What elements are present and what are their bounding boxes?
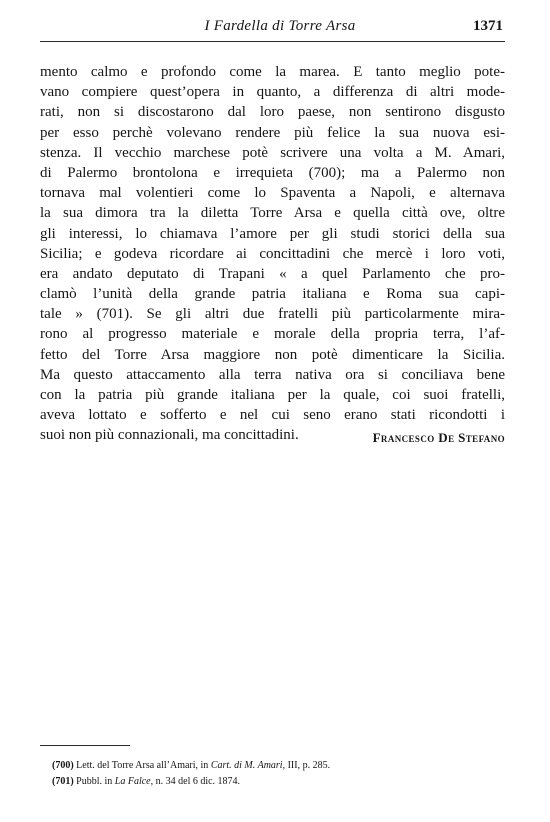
footnote-number: (701) xyxy=(52,776,74,787)
page-number: 1371 xyxy=(473,18,503,34)
text-line: con la patria più grande italiana per la quale, coi suoi fratelli, xyxy=(40,387,505,403)
footnote-text: Pubbl. in xyxy=(76,776,113,787)
text-line: mento calmo e profondo come la marea. E tanto meglio pote- xyxy=(40,64,505,80)
text-line: gli interessi, lo chiamava l’amore per gli studi storici della sua xyxy=(40,225,505,242)
footnote-700 xyxy=(52,758,492,774)
footnotes xyxy=(52,758,492,790)
footnote-text: Lett. del Torre Arsa all’Amari, in xyxy=(76,760,209,771)
page-header xyxy=(40,18,505,38)
footnote-number: (700) xyxy=(52,760,74,771)
text-line: Ma questo attaccamento alla terra nativa ora si conciliava bene xyxy=(40,366,505,383)
footnote-title: La Falce, xyxy=(114,776,154,787)
text-line: rono al progresso materiale e morale della propria terra, l’af- xyxy=(40,326,505,343)
footnote-text: III, p. 285. xyxy=(287,760,331,771)
text-line: fetto del Torre Arsa maggiore non potè dimenticare la Sicilia. xyxy=(40,346,505,363)
footnote-title: Cart. di M. Amari, xyxy=(210,760,286,771)
text-line: era andato deputato di Trapani « a quel Parlamento che pro- xyxy=(40,265,505,282)
text-line: Sicilia; e godeva ricordare ai concittadini che mercè i loro voti, xyxy=(40,245,505,262)
running-title: I Fardella di Torre Arsa xyxy=(204,18,356,34)
text-line: clamò l’unità della grande patria italiana e Roma sua capi- xyxy=(40,286,505,303)
footnote-text: n. 34 del 6 dic. 1874. xyxy=(155,776,241,787)
footnote-rule xyxy=(40,745,130,746)
text-line: suoi non più connazionali, ma concittadini. xyxy=(40,427,299,444)
text-line: rati, non si discostarono dal loro paese, non sentirono disgusto xyxy=(40,104,505,121)
body-text xyxy=(40,62,505,446)
text-line: aveva lottato e sofferto e nel cui seno erano stati ricondotti i xyxy=(40,407,505,424)
header-rule xyxy=(40,41,505,42)
text-line: la sua dimora tra la diletta Torre Arsa e quella città ove, oltre xyxy=(40,205,505,222)
author-signature: Francesco De Stefano xyxy=(372,430,505,445)
text-line: vano compiere quest’opera in quanto, a differenza di altri mode- xyxy=(40,84,505,101)
text-line: stenza. Il vecchio marchese potè scrivere una volta a M. Amari, xyxy=(40,144,505,161)
text-line: per esso perchè volevano rendere più felice la sua nuova esi- xyxy=(40,124,505,141)
footnote-701 xyxy=(52,774,492,790)
text-line: tale » (701). Se gli altri due fratelli più particolarmente mira- xyxy=(40,306,505,323)
text-line: di Palermo brontolona e irrequieta (700); ma a Palermo non xyxy=(40,164,505,181)
text-line: tornava mal volentieri come lo Spaventa a Napoli, e alternava xyxy=(40,185,505,202)
